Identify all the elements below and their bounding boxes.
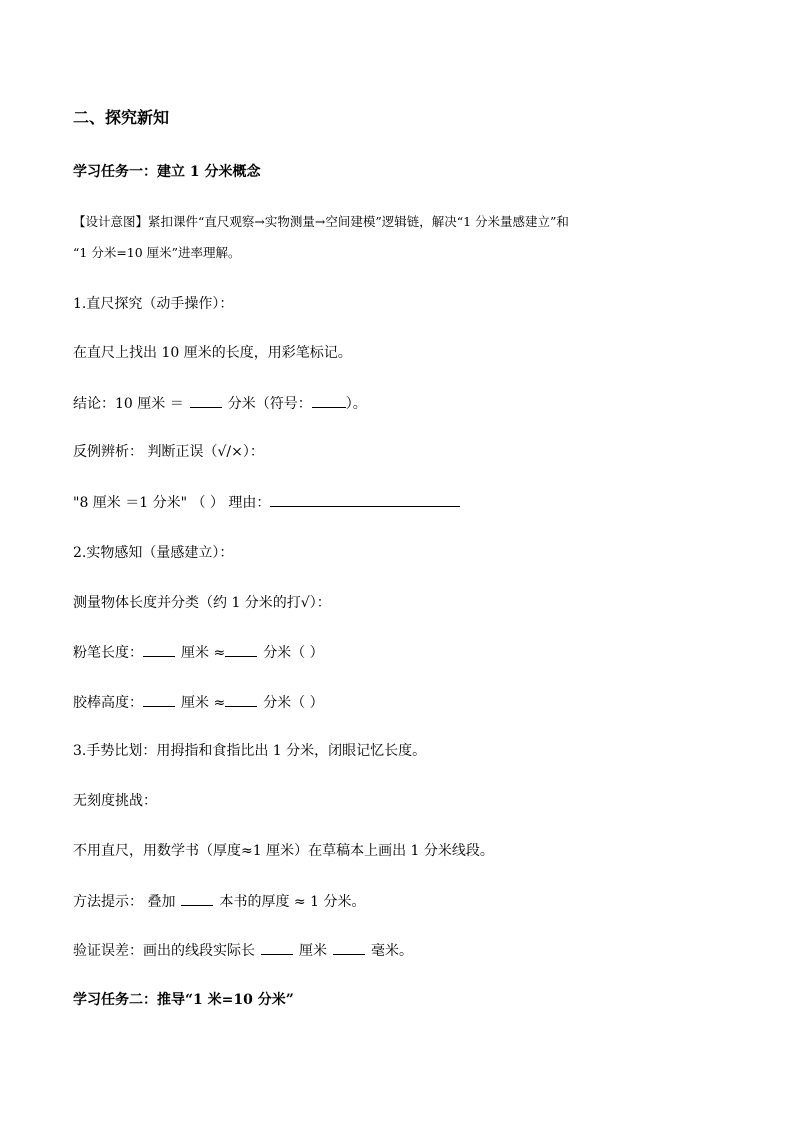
counter-statement-text: "8 厘米 ＝1 分米" （ ） 理由：: [73, 495, 271, 511]
verify-text-b: 厘米: [299, 943, 327, 959]
verify-cm-blank[interactable]: [261, 940, 293, 955]
reason-blank[interactable]: [270, 492, 460, 507]
design-intent-line1: 【设计意图】紧扣课件“直尺观察→实物测量→空间建模”逻辑链，解决“1 分米量感建立”和: [73, 214, 569, 229]
verify-mm-blank[interactable]: [333, 940, 365, 955]
glue-dm-blank[interactable]: [225, 692, 257, 707]
conclusion-blank-dm[interactable]: [190, 393, 222, 408]
hint-text-a: 方法提示： 叠加: [73, 894, 176, 910]
step1-title: 1.直尺探究（动手操作）：: [73, 296, 234, 312]
glue-cm-blank[interactable]: [143, 692, 175, 707]
chalk-unit-dm: 分米（ ）: [263, 645, 324, 661]
glue-measure-row: [73, 692, 324, 713]
task1-title: 学习任务一：建立 1 分米概念: [73, 164, 261, 180]
step2-title: 2.实物感知（量感建立）：: [73, 545, 234, 561]
challenge-text: 不用直尺，用数学书（厚度≈1 厘米）在草稿本上画出 1 分米线段。: [73, 843, 494, 859]
design-intent-line2: “1 分米=10 厘米”进率理解。: [73, 245, 241, 260]
hint-text-b: 本书的厚度 ≈ 1 分米。: [219, 894, 366, 910]
chalk-label: 粉笔长度：: [73, 645, 143, 661]
step1-instruction: 在直尺上找出 10 厘米的长度，用彩笔标记。: [73, 345, 352, 361]
verify-row: [73, 940, 413, 961]
conclusion-text-a: 结论：10 厘米 ＝: [73, 396, 184, 412]
chalk-measure-row: [73, 642, 324, 663]
conclusion-text-b: 分米（符号：: [227, 396, 312, 412]
counter-example-title: 反例辨析： 判断正误（√/×）：: [73, 444, 264, 460]
hint-blank[interactable]: [181, 891, 213, 906]
section-title: 二、探究新知: [73, 108, 170, 127]
step1-conclusion: [73, 393, 367, 414]
conclusion-blank-symbol[interactable]: [312, 393, 346, 408]
chalk-unit-cm: 厘米 ≈: [181, 645, 226, 661]
counter-example-statement: [73, 492, 460, 513]
glue-unit-cm: 厘米 ≈: [181, 695, 226, 711]
chalk-dm-blank[interactable]: [225, 642, 257, 657]
glue-label: 胶棒高度：: [73, 695, 143, 711]
verify-text-c: 毫米。: [371, 943, 413, 959]
verify-text-a: 验证误差：画出的线段实际长: [73, 943, 255, 959]
chalk-cm-blank[interactable]: [143, 642, 175, 657]
glue-unit-dm: 分米（ ）: [263, 695, 324, 711]
hint-row: [73, 891, 365, 912]
step2-instruction: 测量物体长度并分类（约 1 分米的打√）：: [73, 595, 331, 611]
task2-title: 学习任务二：推导“1 米=10 分米”: [73, 992, 294, 1008]
challenge-title: 无刻度挑战：: [73, 793, 157, 809]
step3-title: 3.手势比划：用拇指和食指比出 1 分米，闭眼记忆长度。: [73, 743, 427, 759]
conclusion-text-c: ）。: [345, 396, 367, 412]
